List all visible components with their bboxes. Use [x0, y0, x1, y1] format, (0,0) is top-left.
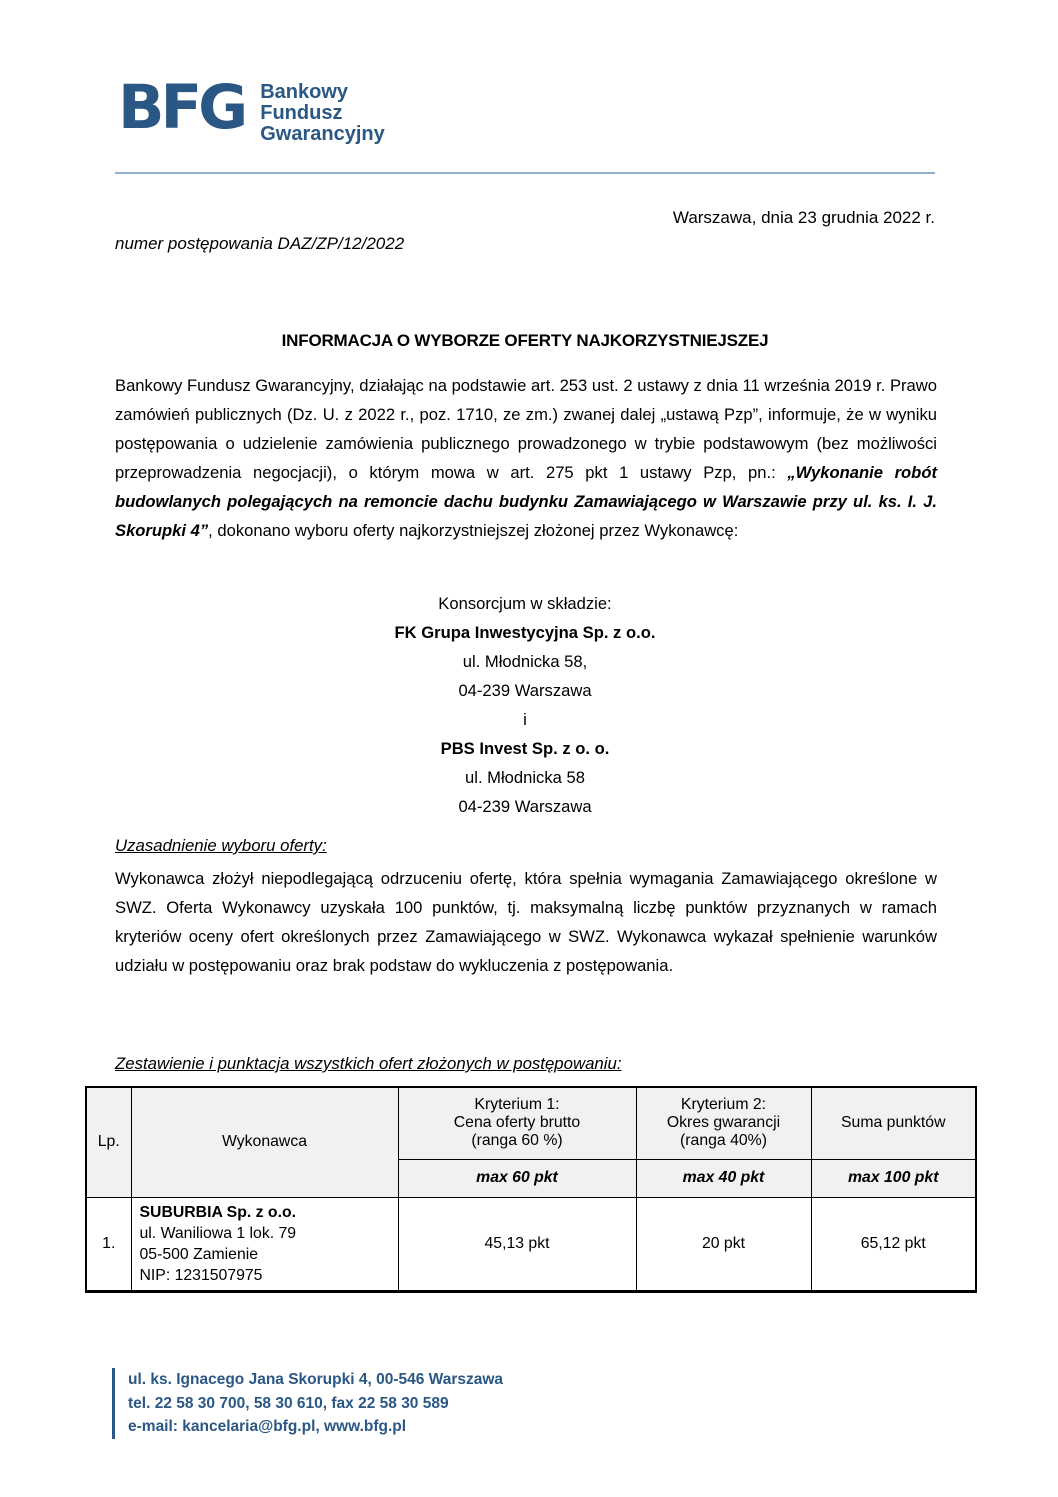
justification-paragraph: Wykonawca złożył niepodlegającą odrzuceniu ofertę, która spełnia wymagania Zamawiającego określone w SWZ. Oferta Wykonawcy uzyskała 100 punktów, tj. maksymalną liczbę punktów przyznanych w ramach kryteriów oceny ofert określonych przez Zamawiającego w SWZ. Wykonawca wykazał spełnienie warunków udziału w postępowaniu oraz brak podstaw do wykluczenia z postępowania. [115, 869, 937, 975]
footer-address: ul. ks. Ignacego Jana Skorupki 4, 00-546 Warszawa [128, 1371, 504, 1388]
row1-contractor-nip: NIP: 1231507975 [139, 1266, 263, 1284]
criterion2-line2: Okres gwarancji [666, 1114, 781, 1132]
logo-word-line3: Gwarancyjny [260, 123, 385, 145]
consortium-company2-city: 04-239 Warszawa [458, 797, 592, 816]
footer-contact-block [112, 1368, 503, 1439]
consortium-company2-street: ul. Młodnicka 58 [465, 768, 585, 787]
header-cell-wykonawca: Wykonawca [131, 1087, 398, 1197]
criterion1-line2: Cena oferty brutto [453, 1114, 581, 1132]
consortium-company1-city: 04-239 Warszawa [458, 681, 592, 700]
consortium-company2-name: PBS Invest Sp. z o. o. [440, 739, 610, 758]
row1-criterion1-points: 45,13 pkt [398, 1197, 636, 1291]
max-points-criterion1: max 60 pkt [398, 1159, 636, 1197]
document-title: INFORMACJA O WYBORZE OFERTY NAJKORZYSTNIEJSZEJ [281, 331, 769, 350]
logo-word-line1: Bankowy [260, 81, 349, 103]
criterion1-line3: (ranga 60 %) [471, 1132, 563, 1150]
bfg-logo-wordmark [260, 76, 385, 145]
row1-contractor-city: 05-500 Zamienie [139, 1245, 259, 1263]
row1-contractor-street: ul. Waniliowa 1 lok. 79 [139, 1224, 297, 1242]
table-row-1 [86, 1197, 976, 1291]
dateline: Warszawa, dnia 23 grudnia 2022 r. [672, 208, 935, 227]
offers-table [85, 1086, 975, 1293]
header-cell-lp: Lp. [86, 1087, 131, 1197]
header-cell-total: Suma punktów [811, 1087, 976, 1159]
max-points-total: max 100 pkt [811, 1159, 976, 1197]
case-number: numer postępowania DAZ/ZP/12/2022 [115, 234, 405, 253]
max-points-criterion2: max 40 pkt [636, 1159, 811, 1197]
criterion2-line3: (ranga 40%) [680, 1132, 767, 1150]
summary-heading: Zestawienie i punktacja wszystkich ofert złożonych w postępowaniu: [115, 1054, 622, 1073]
row1-criterion2-points: 20 pkt [636, 1197, 811, 1291]
row1-contractor [131, 1197, 398, 1291]
criterion1-line1: Kryterium 1: [474, 1096, 560, 1114]
bfg-logo [118, 72, 385, 145]
header-divider-line [115, 172, 935, 174]
footer-phone: tel. 22 58 30 700, 58 30 610, fax 22 58 30 589 [128, 1394, 449, 1412]
logo-word-line2: Fundusz [260, 102, 343, 124]
table-header-row [86, 1087, 976, 1159]
header-cell-criterion1 [398, 1087, 636, 1159]
bfg-logo-acronym: BFG [118, 72, 245, 143]
intro-text-pre: Bankowy Fundusz Gwarancyjny, działając na podstawie art. 253 ust. 2 ustawy z dnia 11 września 2019 r. Prawo zamówień publicznych (Dz. U. z 2022 r., poz. 1710, ze zm.) zwanej dalej „ustawą Pzp”, informuje, że w wyniku postępowania o udzielenie zamówienia publicznego prowadzonego w trybie podstawowym (bez możliwości przeprowadzenia negocjacji), o którym mowa w art. 275 pkt 1 ustawy Pzp, pn.: [115, 376, 937, 482]
footer-email: e-mail: kancelaria@bfg.pl, www.bfg.pl [128, 1418, 407, 1435]
row1-contractor-name: SUBURBIA Sp. z o.o. [139, 1203, 297, 1221]
justification-heading: Uzasadnienie wyboru oferty: [115, 836, 327, 855]
consortium-conjunction: i [523, 710, 527, 729]
consortium-company1-name: FK Grupa Inwestycyjna Sp. z o.o. [394, 623, 656, 642]
consortium-company1-street: ul. Młodnicka 58, [462, 652, 588, 671]
contract-title-quote: „Wykonanie robót budowlanych polegających na remoncie dachu budynku Zamawiającego w Warszawie przy ul. ks. I. J. Skorupki 4” [115, 463, 937, 540]
consortium-intro: Konsorcjum w składzie: [438, 594, 612, 613]
intro-text-post: , dokonano wyboru oferty najkorzystniejszej złożonej przez Wykonawcę: [208, 521, 739, 540]
intro-paragraph [115, 371, 937, 545]
header-cell-criterion2 [636, 1087, 811, 1159]
criterion2-line1: Kryterium 2: [680, 1096, 767, 1114]
row1-lp: 1. [86, 1197, 131, 1291]
row1-total-points: 65,12 pkt [811, 1197, 976, 1291]
consortium-block [115, 589, 935, 821]
